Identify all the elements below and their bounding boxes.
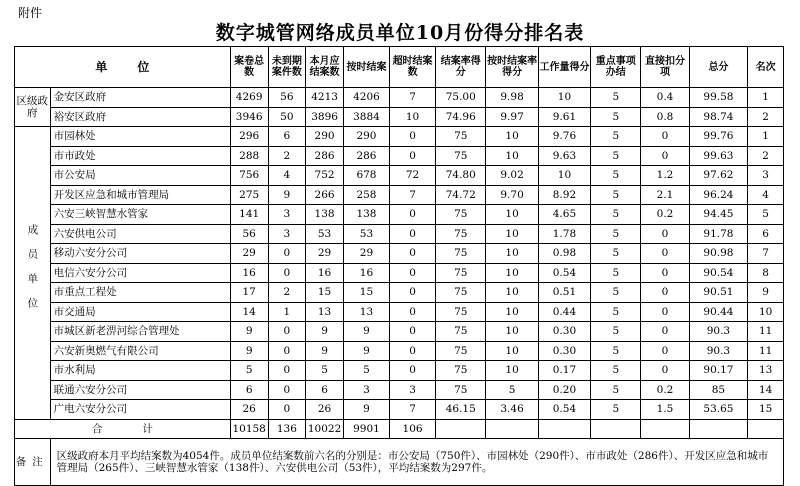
cell-key-items: 5 — [591, 224, 641, 244]
table-row — [15, 107, 784, 127]
cell-total-score: 53.65 — [689, 400, 748, 420]
cell-total-score: 90.3 — [689, 341, 748, 361]
cell-rate-score: 10 — [486, 205, 538, 225]
cell-on-time: 5 — [343, 361, 389, 381]
table-row — [15, 400, 784, 420]
cell-overdue: 7 — [390, 185, 436, 205]
cell-not-due: 3 — [268, 224, 306, 244]
cell-key-items: 5 — [591, 166, 641, 186]
cell-not-due: 0 — [268, 244, 306, 264]
cell-total-score: 90.3 — [689, 322, 748, 342]
cell-workload-score: 9.76 — [538, 127, 590, 147]
cell-unit-name: 六安新奥燃气有限公司 — [50, 341, 230, 361]
cell-total-cases: 9 — [230, 341, 268, 361]
cell-workload-score: 0.30 — [538, 322, 590, 342]
cell-key-items: 5 — [591, 341, 641, 361]
cell-deduction: 0 — [641, 146, 689, 166]
cell-not-due: 6 — [268, 127, 306, 147]
header-workload-score: 工作量得分 — [538, 47, 590, 88]
cell-overdue: 0 — [390, 263, 436, 283]
totals-on-time: 9901 — [343, 419, 389, 438]
cell-closure-score: 46.15 — [436, 400, 486, 420]
cell-workload-score: 0.30 — [538, 341, 590, 361]
header-due-this-month: 本月应结案数 — [306, 47, 344, 88]
cell-rank: 2 — [748, 146, 784, 166]
cell-rank: 13 — [748, 361, 784, 381]
cell-overdue: 0 — [390, 244, 436, 264]
cell-closure-score: 74.72 — [436, 185, 486, 205]
cell-workload-score: 0.44 — [538, 302, 590, 322]
cell-rank: 11 — [748, 322, 784, 342]
table-row — [15, 224, 784, 244]
cell-total-cases: 6 — [230, 380, 268, 400]
cell-rank: 15 — [748, 400, 784, 420]
cell-due: 6 — [306, 380, 344, 400]
cell-rank: 2 — [748, 107, 784, 127]
cell-overdue: 0 — [390, 205, 436, 225]
totals-empty — [538, 419, 590, 438]
cell-on-time: 286 — [343, 146, 389, 166]
totals-overdue: 106 — [390, 419, 436, 438]
cell-total-cases: 29 — [230, 244, 268, 264]
cell-deduction: 0 — [641, 361, 689, 381]
cell-unit-name: 六安三峡智慧水管家 — [50, 205, 230, 225]
cell-overdue: 0 — [390, 127, 436, 147]
cell-total-score: 98.74 — [689, 107, 748, 127]
cell-not-due: 56 — [268, 88, 306, 108]
member-group-label: 成员单位 — [15, 127, 51, 420]
cell-due: 4213 — [306, 88, 344, 108]
cell-total-cases: 14 — [230, 302, 268, 322]
cell-total-cases: 4269 — [230, 88, 268, 108]
cell-due: 286 — [306, 146, 344, 166]
cell-due: 9 — [306, 341, 344, 361]
cell-key-items: 5 — [591, 185, 641, 205]
cell-rate-score: 9.97 — [486, 107, 538, 127]
cell-due: 13 — [306, 302, 344, 322]
header-key-items: 重点事项办结 — [591, 47, 641, 88]
cell-key-items: 5 — [591, 322, 641, 342]
header-deduction: 直接扣分项 — [641, 47, 689, 88]
cell-total-cases: 296 — [230, 127, 268, 147]
cell-due: 5 — [306, 361, 344, 381]
cell-total-score: 97.62 — [689, 166, 748, 186]
cell-rank: 6 — [748, 224, 784, 244]
cell-closure-score: 74.96 — [436, 107, 486, 127]
cell-on-time: 16 — [343, 263, 389, 283]
header-total-cases: 案卷总数 — [230, 47, 268, 88]
cell-overdue: 10 — [390, 107, 436, 127]
cell-deduction: 0 — [641, 341, 689, 361]
cell-total-cases: 756 — [230, 166, 268, 186]
cell-due: 53 — [306, 224, 344, 244]
header-total-score: 总分 — [689, 47, 748, 88]
cell-on-time: 3 — [343, 380, 389, 400]
cell-overdue: 7 — [390, 400, 436, 420]
totals-empty — [689, 419, 748, 438]
cell-deduction: 0 — [641, 283, 689, 303]
cell-key-items: 5 — [591, 205, 641, 225]
cell-overdue: 0 — [390, 361, 436, 381]
table-row — [15, 185, 784, 205]
cell-unit-name: 市园林处 — [50, 127, 230, 147]
cell-on-time: 29 — [343, 244, 389, 264]
cell-not-due: 2 — [268, 283, 306, 303]
totals-empty — [436, 419, 486, 438]
cell-deduction: 2.1 — [641, 185, 689, 205]
cell-deduction: 1.2 — [641, 166, 689, 186]
cell-unit-name: 开发区应急和城市管理局 — [50, 185, 230, 205]
cell-on-time: 13 — [343, 302, 389, 322]
cell-overdue: 0 — [390, 341, 436, 361]
cell-closure-score: 74.80 — [436, 166, 486, 186]
cell-key-items: 5 — [591, 244, 641, 264]
cell-not-due: 0 — [268, 380, 306, 400]
cell-unit-name: 市市政处 — [50, 146, 230, 166]
totals-empty — [486, 419, 538, 438]
cell-unit-name: 广电六安分公司 — [50, 400, 230, 420]
cell-on-time: 290 — [343, 127, 389, 147]
cell-total-score: 96.24 — [689, 185, 748, 205]
cell-deduction: 0.2 — [641, 380, 689, 400]
cell-overdue: 7 — [390, 88, 436, 108]
cell-not-due: 0 — [268, 400, 306, 420]
cell-due: 26 — [306, 400, 344, 420]
cell-total-score: 90.98 — [689, 244, 748, 264]
header-unit: 单位 — [15, 47, 231, 88]
cell-not-due: 3 — [268, 205, 306, 225]
cell-on-time: 258 — [343, 185, 389, 205]
table-row — [15, 205, 784, 225]
cell-rate-score: 10 — [486, 283, 538, 303]
cell-not-due: 2 — [268, 146, 306, 166]
cell-on-time: 9 — [343, 341, 389, 361]
cell-unit-name: 市公安局 — [50, 166, 230, 186]
cell-due: 15 — [306, 283, 344, 303]
cell-total-cases: 275 — [230, 185, 268, 205]
cell-on-time: 53 — [343, 224, 389, 244]
cell-workload-score: 0.17 — [538, 361, 590, 381]
cell-not-due: 9 — [268, 185, 306, 205]
table-row — [15, 263, 784, 283]
cell-closure-score: 75 — [436, 263, 486, 283]
header-not-due: 未到期案件数 — [268, 47, 306, 88]
cell-rate-score: 10 — [486, 127, 538, 147]
page-title: 数字城管网络成员单位10月份得分排名表 — [215, 22, 585, 44]
cell-deduction: 0 — [641, 244, 689, 264]
cell-workload-score: 4.65 — [538, 205, 590, 225]
cell-on-time: 9 — [343, 400, 389, 420]
header-overdue: 超时结案数 — [390, 47, 436, 88]
header-on-time-rate-score: 按时结案率得分 — [486, 47, 538, 88]
cell-rate-score: 10 — [486, 322, 538, 342]
cell-on-time: 9 — [343, 322, 389, 342]
cell-total-cases: 16 — [230, 263, 268, 283]
cell-total-cases: 56 — [230, 224, 268, 244]
cell-on-time: 138 — [343, 205, 389, 225]
cell-overdue: 0 — [390, 283, 436, 303]
cell-closure-score: 75 — [436, 127, 486, 147]
cell-total-cases: 9 — [230, 322, 268, 342]
totals-empty — [591, 419, 641, 438]
cell-workload-score: 0.98 — [538, 244, 590, 264]
table-row — [15, 283, 784, 303]
cell-due: 3896 — [306, 107, 344, 127]
cell-on-time: 3884 — [343, 107, 389, 127]
cell-rank: 7 — [748, 244, 784, 264]
cell-deduction: 0 — [641, 127, 689, 147]
cell-not-due: 4 — [268, 166, 306, 186]
cell-not-due: 0 — [268, 263, 306, 283]
cell-unit-name: 市交通局 — [50, 302, 230, 322]
totals-not-due: 136 — [268, 419, 306, 438]
cell-on-time: 4206 — [343, 88, 389, 108]
totals-row — [15, 419, 784, 438]
cell-rank: 1 — [748, 88, 784, 108]
table-row — [15, 146, 784, 166]
cell-rank: 8 — [748, 263, 784, 283]
cell-on-time: 678 — [343, 166, 389, 186]
cell-rank: 14 — [748, 380, 784, 400]
cell-not-due: 0 — [268, 322, 306, 342]
cell-rate-score: 9.98 — [486, 88, 538, 108]
cell-overdue: 0 — [390, 322, 436, 342]
cell-workload-score: 9.63 — [538, 146, 590, 166]
totals-due: 10022 — [306, 419, 344, 438]
cell-total-score: 91.78 — [689, 224, 748, 244]
cell-overdue: 0 — [390, 224, 436, 244]
remark-label: 备注 — [15, 438, 51, 485]
cell-on-time: 15 — [343, 283, 389, 303]
cell-total-score: 90.51 — [689, 283, 748, 303]
cell-total-score: 99.58 — [689, 88, 748, 108]
district-group-label: 区级政府 — [15, 88, 51, 127]
cell-closure-score: 75.00 — [436, 88, 486, 108]
cell-overdue: 72 — [390, 166, 436, 186]
cell-key-items: 5 — [591, 361, 641, 381]
cell-rate-score: 10 — [486, 341, 538, 361]
cell-rank: 1 — [748, 127, 784, 147]
cell-rank: 5 — [748, 205, 784, 225]
cell-key-items: 5 — [591, 283, 641, 303]
cell-rate-score: 10 — [486, 302, 538, 322]
cell-workload-score: 9.61 — [538, 107, 590, 127]
cell-deduction: 0.4 — [641, 88, 689, 108]
cell-total-cases: 26 — [230, 400, 268, 420]
cell-key-items: 5 — [591, 380, 641, 400]
table-body — [15, 88, 784, 420]
cell-unit-name: 金安区政府 — [50, 88, 230, 108]
table-row — [15, 166, 784, 186]
cell-closure-score: 75 — [436, 341, 486, 361]
cell-rate-score: 10 — [486, 146, 538, 166]
cell-overdue: 0 — [390, 302, 436, 322]
table-row — [15, 302, 784, 322]
cell-workload-score: 10 — [538, 88, 590, 108]
cell-unit-name: 联通六安分公司 — [50, 380, 230, 400]
totals-total-cases: 10158 — [230, 419, 268, 438]
cell-not-due: 1 — [268, 302, 306, 322]
header-closure-score: 结案率得分 — [436, 47, 486, 88]
cell-closure-score: 75 — [436, 244, 486, 264]
cell-not-due: 50 — [268, 107, 306, 127]
cell-closure-score: 75 — [436, 361, 486, 381]
cell-total-score: 90.17 — [689, 361, 748, 381]
cell-closure-score: 75 — [436, 205, 486, 225]
cell-rate-score: 5 — [486, 380, 538, 400]
cell-deduction: 0.8 — [641, 107, 689, 127]
table-row — [15, 244, 784, 264]
cell-deduction: 0 — [641, 322, 689, 342]
cell-deduction: 0.2 — [641, 205, 689, 225]
totals-empty — [748, 419, 784, 438]
cell-total-cases: 141 — [230, 205, 268, 225]
table-row — [15, 127, 784, 147]
table-row — [15, 341, 784, 361]
remark-text: 区级政府本月平均结案数为4054件。成员单位结案数前六名的分别是：市公安局（750件）、市园林处（290件）、市市政处（286件）、开发区应急和城市管理局（265件）、三峡智慧水管家（138件）、六安供电公司（53件），平均结案数为297件。 — [50, 438, 783, 485]
cell-workload-score: 0.54 — [538, 263, 590, 283]
cell-total-cases: 3946 — [230, 107, 268, 127]
cell-key-items: 5 — [591, 88, 641, 108]
cell-total-score: 85 — [689, 380, 748, 400]
cell-closure-score: 75 — [436, 302, 486, 322]
cell-total-cases: 5 — [230, 361, 268, 381]
cell-workload-score: 0.20 — [538, 380, 590, 400]
cell-due: 138 — [306, 205, 344, 225]
cell-unit-name: 六安供电公司 — [50, 224, 230, 244]
cell-key-items: 5 — [591, 302, 641, 322]
cell-key-items: 5 — [591, 127, 641, 147]
cell-rate-score: 10 — [486, 361, 538, 381]
cell-total-score: 90.54 — [689, 263, 748, 283]
cell-due: 266 — [306, 185, 344, 205]
cell-rate-score: 10 — [486, 244, 538, 264]
cell-closure-score: 75 — [436, 224, 486, 244]
cell-total-score: 94.45 — [689, 205, 748, 225]
totals-label: 合计 — [15, 419, 231, 438]
cell-closure-score: 75 — [436, 380, 486, 400]
attachment-label: 附件 — [18, 6, 43, 20]
cell-closure-score: 75 — [436, 322, 486, 342]
cell-rank: 3 — [748, 166, 784, 186]
header-row — [15, 47, 784, 88]
cell-due: 752 — [306, 166, 344, 186]
cell-unit-name: 市城区新老淠河综合管理处 — [50, 322, 230, 342]
cell-due: 16 — [306, 263, 344, 283]
cell-overdue: 3 — [390, 380, 436, 400]
cell-unit-name: 市水利局 — [50, 361, 230, 381]
cell-workload-score: 8.92 — [538, 185, 590, 205]
cell-rate-score: 9.70 — [486, 185, 538, 205]
cell-key-items: 5 — [591, 263, 641, 283]
cell-rank: 9 — [748, 283, 784, 303]
cell-overdue: 0 — [390, 146, 436, 166]
cell-closure-score: 75 — [436, 146, 486, 166]
cell-due: 290 — [306, 127, 344, 147]
cell-workload-score: 1.78 — [538, 224, 590, 244]
table-row — [15, 361, 784, 381]
cell-workload-score: 0.54 — [538, 400, 590, 420]
cell-key-items: 5 — [591, 146, 641, 166]
table-row — [15, 322, 784, 342]
cell-not-due: 0 — [268, 361, 306, 381]
cell-total-score: 99.63 — [689, 146, 748, 166]
cell-rank: 4 — [748, 185, 784, 205]
cell-key-items: 5 — [591, 107, 641, 127]
ranking-table — [14, 46, 784, 486]
cell-total-cases: 288 — [230, 146, 268, 166]
cell-deduction: 0 — [641, 224, 689, 244]
cell-workload-score: 10 — [538, 166, 590, 186]
header-closed-on-time: 按时结案 — [343, 47, 389, 88]
table-row — [15, 380, 784, 400]
cell-unit-name: 裕安区政府 — [50, 107, 230, 127]
cell-unit-name: 电信六安分公司 — [50, 263, 230, 283]
cell-rate-score: 10 — [486, 263, 538, 283]
cell-deduction: 1.5 — [641, 400, 689, 420]
cell-total-score: 99.76 — [689, 127, 748, 147]
cell-due: 9 — [306, 322, 344, 342]
table-row — [15, 88, 784, 108]
cell-workload-score: 0.51 — [538, 283, 590, 303]
cell-key-items: 5 — [591, 400, 641, 420]
cell-deduction: 0 — [641, 302, 689, 322]
cell-closure-score: 75 — [436, 283, 486, 303]
cell-rank: 10 — [748, 302, 784, 322]
cell-not-due: 0 — [268, 341, 306, 361]
header-rank: 名次 — [748, 47, 784, 88]
cell-unit-name: 市重点工程处 — [50, 283, 230, 303]
cell-due: 29 — [306, 244, 344, 264]
cell-rate-score: 9.02 — [486, 166, 538, 186]
cell-unit-name: 移动六安分公司 — [50, 244, 230, 264]
cell-deduction: 0 — [641, 263, 689, 283]
remark-row — [15, 438, 784, 485]
cell-rate-score: 3.46 — [486, 400, 538, 420]
cell-rate-score: 10 — [486, 224, 538, 244]
cell-total-score: 90.44 — [689, 302, 748, 322]
totals-empty — [641, 419, 689, 438]
cell-total-cases: 17 — [230, 283, 268, 303]
cell-rank: 11 — [748, 341, 784, 361]
